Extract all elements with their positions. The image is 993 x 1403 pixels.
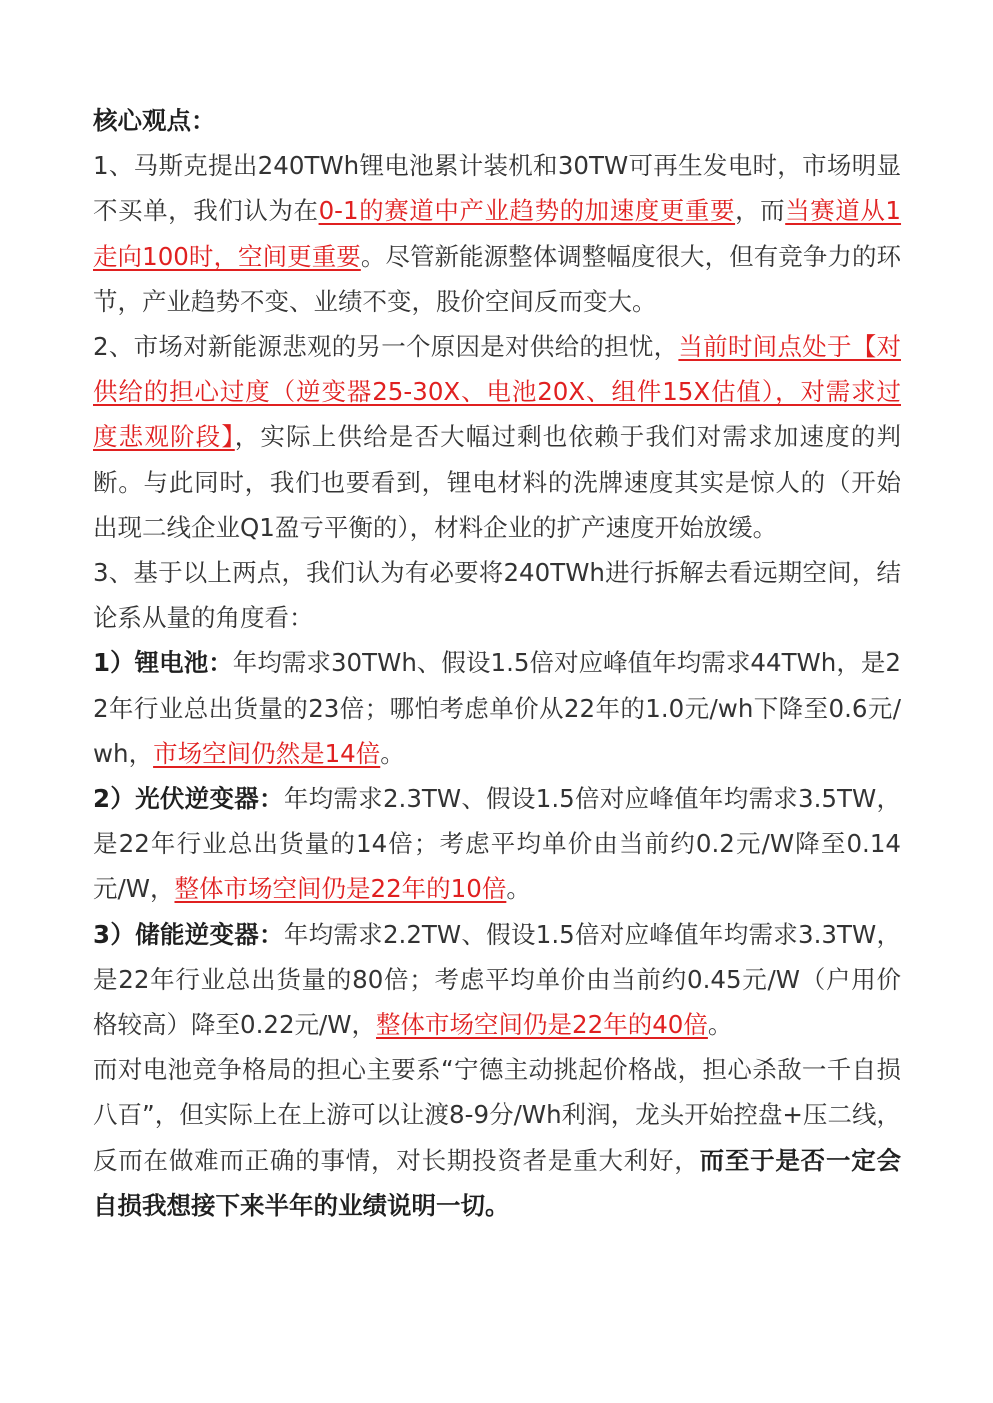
paragraph-lithium-text-b: 。 [380, 738, 405, 768]
paragraph-2-highlight-a: 当前时间点处于【对供给的担心过度（逆变器25-30X、电池20X、组件15X估值），对需求过度悲观阶段】 [93, 332, 901, 452]
document-body [93, 98, 901, 1228]
paragraph-storage-text-a: 年均需求2.2TW、假设1.5倍对应峰值年均需求3.3TW，是22年行业总出货量的80倍；考虑平均单价由当前约0.45元/W（户用价格较高）降至0.22元/W， [93, 919, 901, 1040]
paragraph-2-text-a: 2、市场对新能源悲观的另一个原因是对供给的担忧， [93, 332, 679, 362]
label-storage-inverter: 3）储能逆变器： [93, 919, 284, 949]
paragraph-1-text-c: 。尽管新能源整体调整幅度很大，但有竞争力的环节，产业趋势不变、业绩不变，股价空间反而变大。 [93, 241, 902, 316]
paragraph-2 [93, 324, 901, 550]
paragraph-2-text-b: ，实际上供给是否大幅过剩也依赖于我们对需求加速度的判断。与此同时，我们也要看到，锂电材料的洗牌速度其实是惊人的（开始出现二线企业Q1盈亏平衡的），材料企业的扩产速度开始放缓。 [93, 422, 901, 542]
paragraph-storage-text-b: 。 [707, 1010, 733, 1040]
paragraph-1-highlight-b: 当赛道从1走向100时，空间更重要 [93, 196, 902, 271]
paragraph-lithium-battery [93, 640, 901, 776]
label-lithium-battery: 1）锂电池： [93, 648, 233, 678]
paragraph-pv-text-a: 年均需求2.3TW、假设1.5倍对应峰值年均需求3.5TW，是22年行业总出货量的14倍；考虑平均单价由当前约0.2元/W降至0.14元/W， [93, 784, 901, 904]
paragraph-1-text-a: 1、马斯克提出240TWh锂电池累计装机和30TW可再生发电时，市场明显不买单，我们认为在 [93, 151, 901, 226]
paragraph-storage-inverter [93, 912, 901, 1048]
paragraph-competition-text: 而对电池竞争格局的担心主要系“宁德主动挑起价格战，担心杀敌一千自损八百”，但实际上在上游可以让渡8-9分/Wh利润，龙头开始控盘+压二线，反而在做难而正确的事情，对长期投资者是重大利好， [93, 1055, 901, 1175]
paragraph-3 [93, 550, 901, 640]
paragraph-lithium-text-a: 年均需求30TWh、假设1.5倍对应峰值年均需求44TWh，是22年行业总出货量的23倍；哪怕考虑单价从22年的1.0元/wh下降至0.6元/wh， [93, 648, 901, 768]
paragraph-pv-inverter [93, 776, 901, 912]
paragraph-lithium-highlight: 市场空间仍然是14倍 [153, 738, 381, 768]
label-pv-inverter: 2）光伏逆变器： [93, 784, 284, 814]
paragraph-pv-text-b: 。 [506, 874, 531, 904]
paragraph-1 [93, 143, 901, 324]
paragraph-competition [93, 1047, 901, 1228]
paragraph-storage-highlight: 整体市场空间仍是22年的40倍 [376, 1010, 708, 1040]
paragraph-pv-highlight: 整体市场空间仍是22年的10倍 [174, 874, 507, 904]
paragraph-1-highlight-a: 0-1的赛道中产业趋势的加速度更重要 [318, 196, 736, 226]
paragraph-competition-bold: 而至于是否一定会自损我想接下来半年的业绩说明一切。 [93, 1145, 901, 1220]
paragraph-1-text-b: ，而 [735, 196, 786, 226]
heading-core-views: 核心观点： [93, 106, 216, 135]
paragraph-3-text-a: 3、基于以上两点，我们认为有必要将240TWh进行拆解去看远期空间，结论系从量的角度看： [93, 558, 901, 633]
